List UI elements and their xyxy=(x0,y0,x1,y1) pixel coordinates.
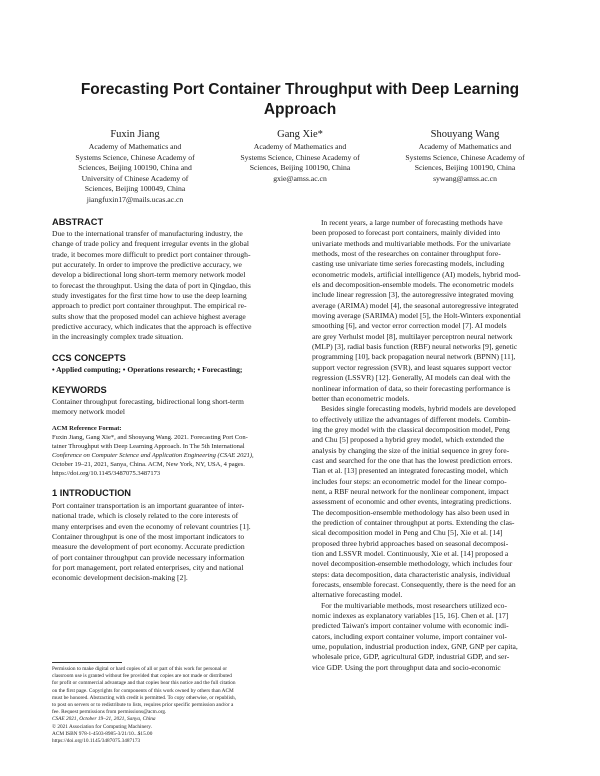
acm-ref-line: Conference on Computer Science and Application Engineering (CSAE 2021), xyxy=(52,451,254,459)
intro-line: national trade, which is closely related to the core interests of xyxy=(52,511,239,521)
body-line: include linear regression [3], the autoregressive integrated moving xyxy=(312,290,514,300)
abstract-line: change of trade policy and frequent irregular events in the global xyxy=(52,239,249,249)
body-line: includes four steps: an econometric model for the linear compo- xyxy=(312,476,507,486)
author-affiliation: Systems Science, Chinese Academy of xyxy=(75,152,195,162)
introduction-heading: 1 INTRODUCTION xyxy=(52,487,132,498)
author-block xyxy=(382,128,548,184)
abstract-line: trade, it becomes more difficult to predict port container through- xyxy=(52,249,251,259)
body-line: the prediction of container throughput at ports. Extending the clas- xyxy=(312,517,515,527)
abstract-line: study investigates for the first time how to use the deep learning xyxy=(52,291,247,301)
footnote-line: CSAE 2021, October 19–21, 2021, Sanya, China xyxy=(52,716,156,723)
body-line: assessment of economic and other events, integrating predictions. xyxy=(312,497,512,507)
author-email: gxie@amss.ac.cn xyxy=(273,173,327,183)
intro-line: many enterprises and even the economy of relevant countries [1]. xyxy=(52,521,251,531)
footnote-line: classroom use is granted without fee provided that copies are not made or distributed xyxy=(52,673,232,680)
ccs-concepts: • Applied computing; • Operations research; • Forecasting; xyxy=(52,364,243,374)
acm-ref-line: Fuxin Jiang, Gang Xie*, and Shouyang Wang. 2021. Forecasting Port Con- xyxy=(52,433,248,441)
footnote-line: https://doi.org/10.1145/3487075.3487173 xyxy=(52,738,141,745)
intro-line: measure the development of port economy. Accurate prediction xyxy=(52,542,245,552)
body-line: proposed three hybrid approaches based on seasonal decomposi- xyxy=(312,538,509,548)
keywords-heading: KEYWORDS xyxy=(52,385,107,396)
author-name: Gang Xie* xyxy=(277,129,323,140)
body-line: methods, most of the researches on container throughput fore- xyxy=(312,249,501,259)
author-email: jiangfuxin17@mails.ucas.ac.cn xyxy=(86,194,184,204)
title-line: Approach xyxy=(263,101,337,118)
body-line: nomic indexes as explanatory variables [15, 16]. Chen et al. [17] xyxy=(312,611,509,621)
keywords-line: Container throughput forecasting, bidirectional long short-term xyxy=(52,397,244,407)
intro-line: Container throughput is one of the most important indicators to xyxy=(52,531,245,541)
body-line: analysis by changing the size of the initial sequence in grey fore- xyxy=(312,445,510,455)
body-line: sical decomposition model in Peng and Chu [5], Xie et al. [14] xyxy=(312,528,503,538)
abstract-line: Due to the international transfer of manufacturing industry, the xyxy=(52,229,243,238)
abstract-line: approach to predict port container throughput. The empirical re- xyxy=(52,301,247,311)
body-line: better than econometric models. xyxy=(312,393,410,403)
body-line: nent, a RBF neural network for the nonlinear component, impact xyxy=(312,486,509,496)
intro-line: for port management, port related enterprises, city and national xyxy=(52,562,244,572)
author-affiliation: Systems Science, Chinese Academy of xyxy=(405,152,525,162)
abstract-line: in the increasingly complex trade situation. xyxy=(52,332,184,342)
author-affiliation: Sciences, Beijing 100190, China xyxy=(414,163,516,172)
author-affiliation: Academy of Mathematics and xyxy=(418,142,512,151)
intro-line: economic development decision-making [2]. xyxy=(52,573,188,583)
body-line: econometric models, artificial intelligence (AI) models, hybrid mod- xyxy=(312,269,521,279)
body-line: Besides single forecasting models, hybrid models are developed xyxy=(321,404,516,414)
paper-title xyxy=(60,80,540,120)
author-affiliation: Sciences, Beijing 100049, China xyxy=(84,184,186,193)
author-affiliation: Systems Science, Chinese Academy of xyxy=(240,152,360,162)
body-line: For the multivariable methods, most researchers utilized eco- xyxy=(321,600,507,610)
author-name: Fuxin Jiang xyxy=(110,129,160,140)
body-line: The decomposition-ensemble methodology has also been used in xyxy=(312,507,510,517)
body-line: tion and LSSVR model. Continuously, Xie et al. [14] proposed a xyxy=(312,549,509,558)
author-affiliation: Sciences, Beijing 100190, China xyxy=(249,163,351,172)
author-affiliation: Academy of Mathematics and xyxy=(253,142,347,151)
body-line: ing the grey model with the classical decomposition model, Peng xyxy=(312,424,510,434)
body-line: els and decomposition-ensemble models. The econometric models xyxy=(312,280,514,290)
body-line: forecasts, ensemble forecast. Consequently, there is the need for an xyxy=(312,580,516,590)
abstract-line: develop a bidirectional long short-term memory network model xyxy=(52,270,246,280)
body-line: programming [10], back propagation neural network (BPNN) [11], xyxy=(312,352,516,362)
acm-ref-line: October 19–21, 2021, Sanya, China. ACM, New York, NY, USA, 4 pages. xyxy=(52,460,245,468)
footnote-line: ACM ISBN 978-1-4503-8985-3/21/10...$15.00 xyxy=(52,730,153,737)
right-column xyxy=(312,218,550,673)
permission-footnote xyxy=(52,666,297,745)
author-block xyxy=(217,128,383,184)
body-line: wholesale price, GDP, agricultural GDP, industrial GDP, and ser- xyxy=(312,652,510,662)
body-line: are grey Verhulst model [8], multilayer perceptron neural network xyxy=(312,331,513,341)
author-email: sywang@amss.ac.cn xyxy=(433,173,497,183)
body-line: to effectively utilize the advantages of different models. Combin- xyxy=(312,414,511,424)
left-column xyxy=(52,216,298,584)
footnote-line: must be honored. Abstracting with credit is permitted. To copy otherwise, or republish, xyxy=(52,694,237,701)
abstract-heading: ABSTRACT xyxy=(52,217,104,227)
footnote-line: for profit or commercial advantage and that copies bear this notice and the full citation xyxy=(52,680,236,687)
body-line: moving average (SARIMA) model [5], the Holt-Winters exponential xyxy=(312,311,521,321)
author-name: Shouyang Wang xyxy=(430,129,500,140)
body-line: (MLP) [3], radial basis function (RBF) neural networks [9], genetic xyxy=(312,342,518,352)
author-affiliation: Academy of Mathematics and xyxy=(88,142,182,151)
body-line: alternative forecasting model. xyxy=(312,590,403,600)
body-line: Tian et al. [13] presented an integrated forecasting model, which xyxy=(312,466,509,476)
intro-line: of port container throughput can provide necessary information xyxy=(52,552,245,562)
body-line: steps: data decomposition, data characteristic analysis, individual xyxy=(312,569,511,579)
footnote-line: © 2021 Association for Computing Machinery. xyxy=(52,723,152,730)
body-line: average (ARIMA) model [4], the seasonal autoregressive integrated xyxy=(312,300,519,310)
body-line: In recent years, a large number of forecasting methods have xyxy=(321,218,503,227)
body-line: smoothing [6], and vector error correction model [7]. AI models xyxy=(312,321,507,331)
abstract-line: put accurately. In order to improve the predictive accuracy, we xyxy=(52,260,242,270)
body-line: and Chu [5] proposed a hybrid grey model, which extended the xyxy=(312,435,505,445)
footnote-line: on the first page. Copyrights for components of this work owned by others than ACM xyxy=(52,687,234,694)
title-line: Forecasting Port Container Throughput with Deep Learning xyxy=(80,81,520,98)
abstract-line: to forecast the throughput. Using the data of port in Qingdao, this xyxy=(52,280,251,290)
acm-ref-doi: https://doi.org/10.1145/3487075.3487173 xyxy=(52,469,161,477)
body-line: nonlinear information of data, so their forecasting performance is xyxy=(312,383,511,393)
body-line: casting use univariate time series forecasting models, including xyxy=(312,259,505,269)
abstract-line: sults show that the proposed model can achieve highest average xyxy=(52,311,246,321)
footnote-line: fee. Request permissions from permissions@acm.org. xyxy=(52,709,167,716)
body-line: predicted Taiwan's import container volume with economic indi- xyxy=(312,621,509,631)
author-block xyxy=(52,128,218,205)
body-line: regression (LSSVR) [12]. Generally, AI models can deal with the xyxy=(312,373,511,383)
keywords-line: memory network model xyxy=(52,407,125,417)
body-line: been proposed to forecast port containers, mainly divided into xyxy=(312,228,501,238)
body-line: univariate methods and multivariable methods. For the univariate xyxy=(312,238,511,248)
body-line: ume, population, industrial production index, GNP, GNP per capita, xyxy=(312,642,518,652)
abstract-line: predictive accuracy, which indicates that the approach is effective xyxy=(52,322,252,332)
body-line: vice GDP. Using the port throughput data and socio-economic xyxy=(312,662,501,672)
acm-ref-heading: ACM Reference Format: xyxy=(52,424,122,432)
acm-ref-line: tainer Throughput with Deep Learning Approach. In The 5th International xyxy=(52,442,245,450)
footnote-divider xyxy=(52,662,122,663)
ccs-heading: CCS CONCEPTS xyxy=(52,352,126,363)
footnote-line: Permission to make digital or hard copies of all or part of this work for personal or xyxy=(52,666,228,672)
footnote-line: to post on servers or to redistribute to lists, requires prior specific permission and/or a xyxy=(52,702,234,709)
body-line: novel decomposition-ensemble methodology, which includes four xyxy=(312,559,513,569)
author-affiliation: University of Chinese Academy of xyxy=(81,173,189,183)
author-affiliation: Sciences, Beijing 100190, China and xyxy=(78,163,192,172)
body-line: cators, including export container volume, import container vol- xyxy=(312,631,508,641)
intro-line: Port container transportation is an important guarantee of inter- xyxy=(52,500,245,510)
body-line: cast and searched for the one that has the lowest prediction errors. xyxy=(312,455,513,465)
body-line: support vector regression (SVR), and least squares support vector xyxy=(312,362,512,372)
